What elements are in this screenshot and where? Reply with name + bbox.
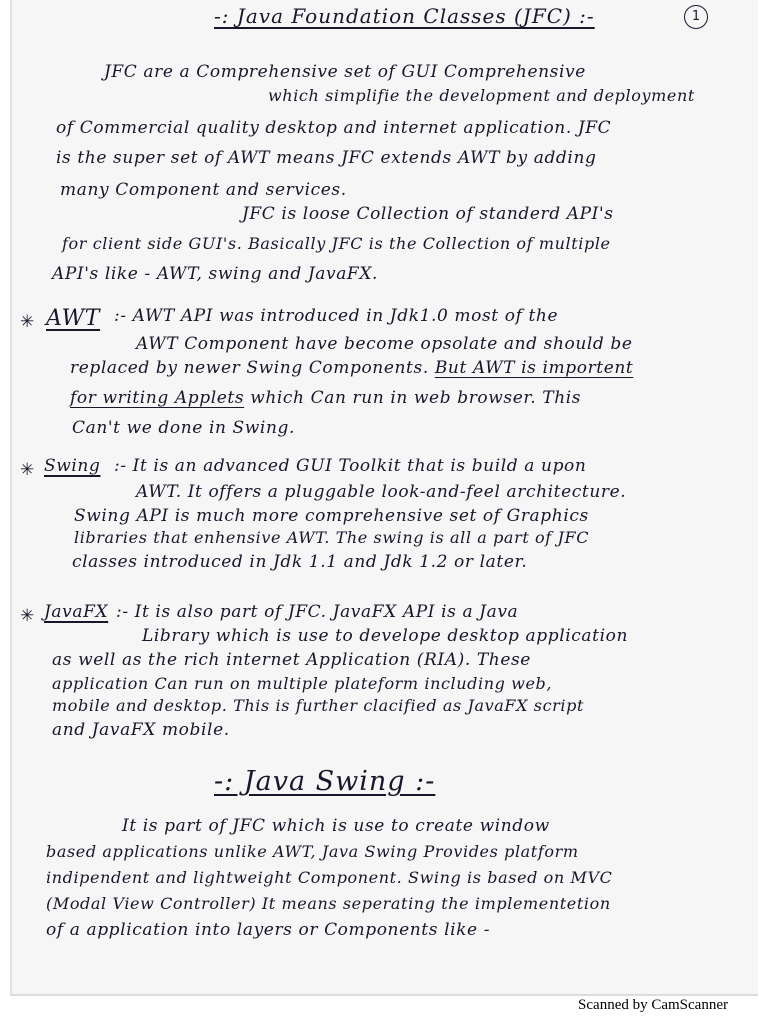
page-title [214,6,595,26]
javafx-heading [44,604,108,621]
javafx-line: application Can run on multiple plateform including web, [52,674,553,693]
java-swing-title-text: -: Java Swing :- [214,766,436,797]
awt-underlined-phrase: But AWT is importent [434,358,634,378]
awt-line [70,390,581,407]
swing-line: AWT. It offers a pluggable look-and-feel architecture. [136,482,627,502]
awt-underlined-phrase: for writing Applets [70,388,245,408]
awt-line [70,360,633,377]
bullet-star-icon: ✳ [20,460,35,480]
java-swing-line: indipendent and lightweight Component. Swing is based on MVC [46,868,613,887]
javafx-line: and JavaFX mobile. [52,720,230,740]
swing-line: Swing API is much more comprehensive set of Graphics [74,506,589,526]
swing-line: libraries that enhensive AWT. The swing is all a part of JFC [74,528,590,547]
page-number-badge [684,5,708,29]
intro-line: JFC are a Comprehensive set of GUI Comprehensive [104,62,586,82]
intro-line: API's like - AWT, swing and JavaFX. [52,264,379,284]
java-swing-line: of a application into layers or Components like - [46,920,491,940]
camscanner-watermark: Scanned by CamScanner [578,997,728,1013]
intro-line: is the super set of AWT means JFC extends AWT by adding [56,148,597,168]
swing-line: classes introduced in Jdk 1.1 and Jdk 1.2 or later. [72,552,528,572]
javafx-line: :- It is also part of JFC. JavaFX API is a Java [116,602,519,622]
javafx-line: Library which is use to develope desktop application [142,626,629,646]
javafx-line: as well as the rich internet Application (RIA). These [52,650,531,670]
awt-heading-text: AWT [46,306,101,331]
awt-line-segment: which Can run in web browser. This [250,388,582,408]
java-swing-line: based applications unlike AWT, Java Swing Provides platform [46,842,579,861]
intro-line: for client side GUI's. Basically JFC is the Collection of multiple [62,234,611,253]
awt-line-segment: replaced by newer Swing Components. [70,358,429,378]
bullet-star-icon: ✳ [20,606,35,626]
page-number: 1 [691,9,701,24]
page-title-text: -: Java Foundation Classes (JFC) :- [214,4,595,28]
java-swing-title [214,768,435,795]
javafx-heading-text: JavaFX [44,602,109,622]
awt-line: Can't we done in Swing. [72,418,296,438]
swing-heading-text: Swing [44,456,101,476]
java-swing-line: (Modal View Controller) It means seperating the implementetion [46,894,611,913]
awt-line: :- AWT API was introduced in Jdk1.0 most of the [114,306,559,326]
bullet-star-icon: ✳ [20,312,35,332]
intro-line: JFC is loose Collection of standerd API's [242,204,614,224]
swing-line: :- It is an advanced GUI Toolkit that is build a upon [114,456,587,476]
intro-line: of Commercial quality desktop and internet application. JFC [56,118,612,138]
awt-line: AWT Component have become opsolate and should be [136,334,633,354]
java-swing-line: It is part of JFC which is use to create window [122,816,550,836]
intro-line: which simplifie the development and deployment [268,86,695,105]
javafx-line: mobile and desktop. This is further clacified as JavaFX script [52,696,585,715]
swing-heading [44,458,100,475]
awt-heading [46,308,100,330]
intro-line: many Component and services. [60,180,347,200]
